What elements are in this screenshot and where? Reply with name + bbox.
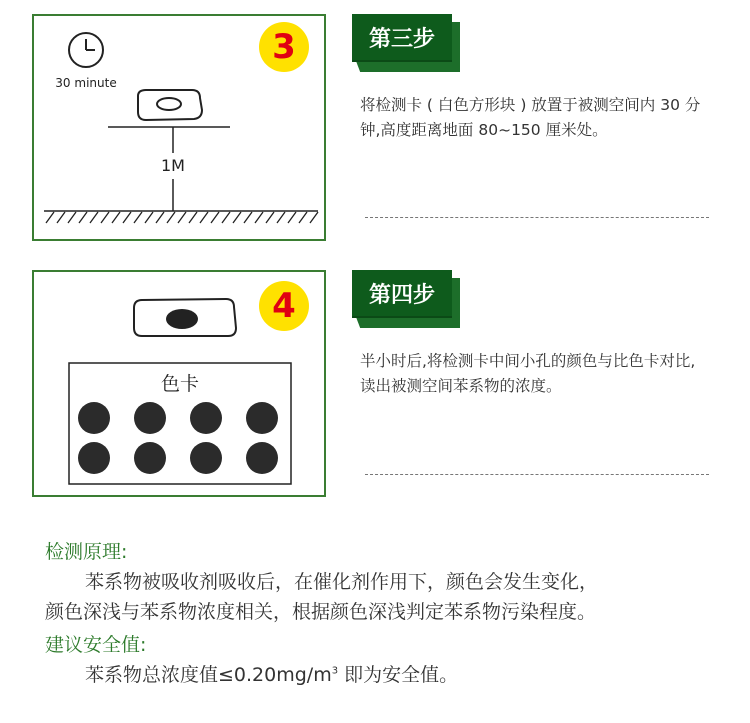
step3-illustration-panel [32, 14, 326, 241]
hatch-mark [101, 212, 109, 223]
safety-value [45, 660, 745, 690]
hatch-mark [134, 212, 142, 223]
hatch-mark [244, 212, 252, 223]
principle-line-1: 苯系物被吸收剂吸收后，在催化剂作用下，颜色会发生变化， [85, 571, 599, 593]
hatch-mark [266, 212, 274, 223]
step-number-badge: 3 [259, 22, 309, 72]
step3-divider [365, 217, 709, 218]
hatch-mark [222, 212, 230, 223]
safety-section [45, 630, 745, 690]
detection-card-icon [138, 90, 202, 120]
color-swatch [134, 442, 166, 474]
height-label: 1M [161, 156, 185, 175]
clock-icon [69, 33, 103, 67]
hatch-mark [156, 212, 164, 223]
principle-line-2: 颜色深浅与苯系物浓度相关，根据颜色深浅判定苯系物污染程度。 [45, 601, 597, 623]
step4-description: 半小时后,将检测卡中间小孔的颜色与比色卡对比,读出被测空间苯系物的浓度。 [360, 352, 696, 395]
safety-heading: 建议安全值: [45, 634, 147, 656]
hatch-mark [310, 212, 318, 223]
hatch-mark [57, 212, 65, 223]
safety-value-superscript: 3 [331, 665, 339, 677]
hatch-mark [288, 212, 296, 223]
step4-illustration-panel [32, 270, 326, 497]
hatch-mark [233, 212, 241, 223]
color-swatch [78, 442, 110, 474]
hatch-mark [211, 212, 219, 223]
step4-divider [365, 474, 709, 475]
hatch-mark [167, 212, 175, 223]
color-swatch [78, 402, 110, 434]
step4-title: 第四步 [352, 270, 452, 316]
hatch-mark [145, 212, 153, 223]
color-swatch [134, 402, 166, 434]
step3-description: 将检测卡 ( 白色方形块 ) 放置于被测空间内 30 分钟,高度距离地面 80~150 厘米处。 [360, 96, 701, 139]
color-swatch [190, 442, 222, 474]
safety-value-suffix: 即为安全值。 [338, 664, 459, 686]
detection-card-icon [134, 299, 236, 336]
step3-title: 第三步 [352, 14, 452, 60]
hatch-mark [79, 212, 87, 223]
hatch-mark [68, 212, 76, 223]
ground-hatching [46, 212, 318, 223]
hatch-mark [90, 212, 98, 223]
step-number-badge: 4 [259, 281, 309, 331]
hatch-mark [178, 212, 186, 223]
hatch-mark [200, 212, 208, 223]
hatch-mark [123, 212, 131, 223]
hatch-mark [112, 212, 120, 223]
step3-header [352, 14, 460, 72]
color-swatch [190, 402, 222, 434]
principle-heading: 检测原理: [45, 541, 128, 563]
color-swatch [246, 402, 278, 434]
color-card-label: 色卡 [160, 373, 200, 395]
hatch-mark [46, 212, 54, 223]
time-label: 30 minute [55, 76, 117, 90]
hatch-mark [189, 212, 197, 223]
step4-header [352, 270, 460, 328]
hatch-mark [255, 212, 263, 223]
color-swatch [246, 442, 278, 474]
hatch-mark [277, 212, 285, 223]
principle-section [45, 537, 745, 627]
hatch-mark [299, 212, 307, 223]
safety-value-text: 苯系物总浓度值≤0.20mg/m [85, 664, 332, 686]
